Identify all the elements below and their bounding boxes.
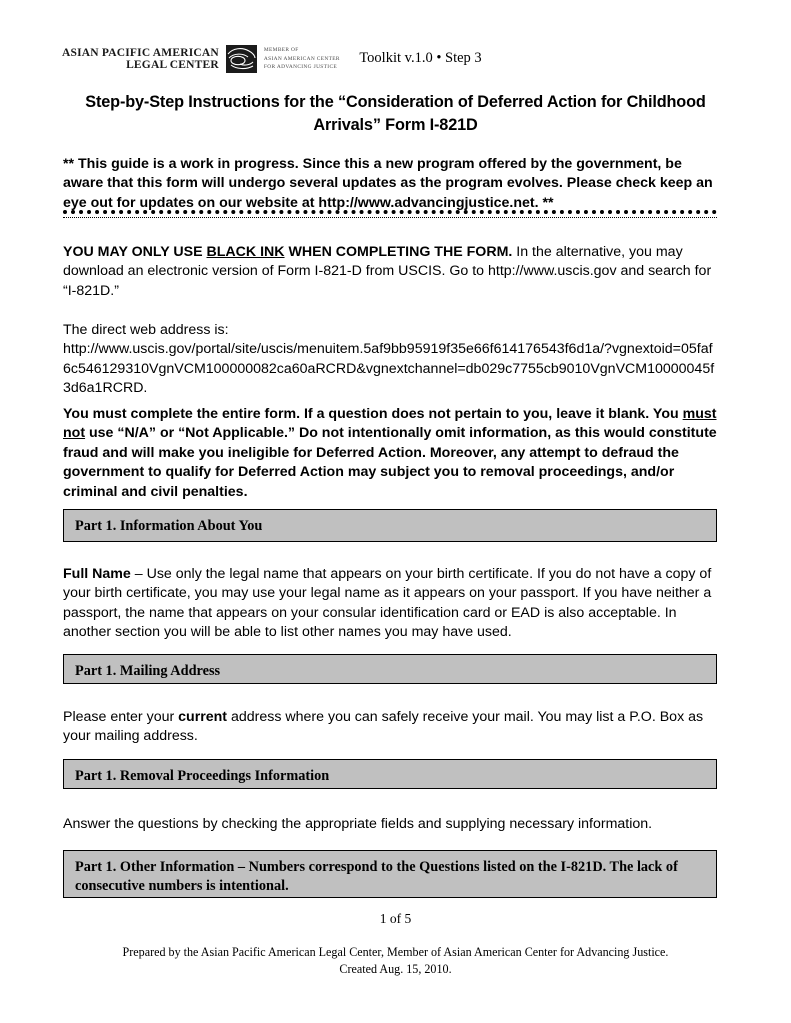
page-title: Step-by-Step Instructions for the “Consideration of Deferred Action for Childhood Arrivals” Form I-821D: [85, 93, 706, 135]
black-ink-bold-lead: YOU MAY ONLY USE: [63, 244, 207, 260]
must-complete-paragraph: [63, 405, 717, 502]
must-complete-part-1: You must complete the entire form. If a question does not pertain to you, leave it blank. You: [63, 406, 683, 422]
full-name-description: – Use only the legal name that appears on your birth certificate. If you do not have a copy of your birth certificate, you may use your legal name as it appears on your passport. If you have neither a passport, the name that appears on your consular identification card or EAD is also acceptable. In another section you will be able to list other names you may have used.: [63, 566, 712, 641]
full-name-paragraph: [63, 565, 717, 643]
dotted-divider: [63, 210, 717, 220]
must-complete-underlined: must not: [63, 406, 717, 442]
web-address-paragraph: [63, 321, 717, 399]
black-ink-text: [63, 243, 717, 301]
removal-proceedings-text: Answer the questions by checking the appropriate fields and supplying necessary information.: [63, 816, 653, 832]
section-heading-removal-proceedings: Part 1. Removal Proceedings Information: [63, 759, 717, 789]
full-name-label: Full Name: [63, 566, 131, 582]
page-footer: [0, 944, 791, 978]
logo-member-line-1: MEMBER OF: [263, 46, 299, 53]
logo-line-2: LEGAL CENTER: [126, 59, 219, 71]
logo-line-1: ASIAN PACIFIC AMERICAN: [62, 46, 219, 59]
dotted-divider-thin: [63, 217, 717, 218]
mailing-address-post: address where you can safely receive your mail. You may list a P.O. Box as your mailing address.: [63, 709, 704, 745]
mailing-address-paragraph: [63, 708, 717, 747]
removal-proceedings-paragraph: [63, 815, 717, 834]
section-heading-information-about-you: Part 1. Information About You: [63, 509, 717, 542]
page-header: [0, 38, 791, 80]
mailing-address-text: [63, 708, 717, 747]
must-complete-part-2: use “N/A” or “Not Applicable.” Do not intentionally omit information, as this would constitute fraud and will make you ineligible for Deferred Action. Moreover, any attempt to defraud the government to qualify for Deferred Action may subject you to removal proceedings, and/or criminal and civil penalties.: [63, 425, 717, 500]
mailing-address-pre: Please enter your: [63, 709, 179, 725]
logo-member-line-3: FOR ADVANCING JUSTICE: [263, 64, 338, 71]
footer-created-date: Created Aug. 15, 2010.: [339, 962, 452, 977]
black-ink-paragraph: [63, 243, 717, 301]
toolkit-step-text: Toolkit v.1.0 • Step 3: [359, 50, 482, 66]
full-name-text: [63, 565, 717, 643]
work-in-progress-notice: [63, 155, 717, 213]
dotted-divider-thick: [63, 210, 717, 214]
footer-prepared-by: Prepared by the Asian Pacific American Legal Center, Member of Asian American Center for Advancing Justice.: [122, 945, 669, 959]
black-ink-bold-tail: WHEN COMPLETING THE FORM.: [284, 244, 513, 260]
black-ink-underlined: BLACK INK: [206, 244, 285, 260]
black-ink-rest: In the alternative, you may download an electronic version of Form I-821-D from USCIS. Go to http://www.uscis.gov and search for “I-821D.”: [63, 244, 712, 299]
section-heading-mailing-address: Part 1. Mailing Address: [63, 654, 717, 684]
must-complete-text: [63, 405, 717, 502]
web-address-intro: The direct web address is:: [63, 322, 229, 338]
logo-member-line-2: ASIAN AMERICAN CENTER: [263, 55, 340, 62]
page-number: 1 of 5: [379, 911, 412, 926]
notice-text: ** This guide is a work in progress. Since this a new program offered by the government, be aware that this form will undergo several updates as the program evolves. Please check keep an eye out for updates on our website at http://www.advancingjustice.net. **: [63, 156, 713, 211]
mailing-address-bold: current: [178, 709, 228, 725]
web-address-url: http://www.uscis.gov/portal/site/uscis/menuitem.5af9bb95919f35e66f614176543f6d1a/?vgnextoid=05faf6c546129310VgnVCM100000082ca60aRCRD&vgnextchannel=db029c7755cb9010VgnVCM10000045f3d6a1RCRD.: [63, 341, 715, 397]
toolkit-step-label: [0, 50, 791, 67]
section-heading-other-information: Part 1. Other Information – Numbers correspond to the Questions listed on the I-821D. The lack of consecutive numbers is intentional.: [63, 850, 717, 898]
